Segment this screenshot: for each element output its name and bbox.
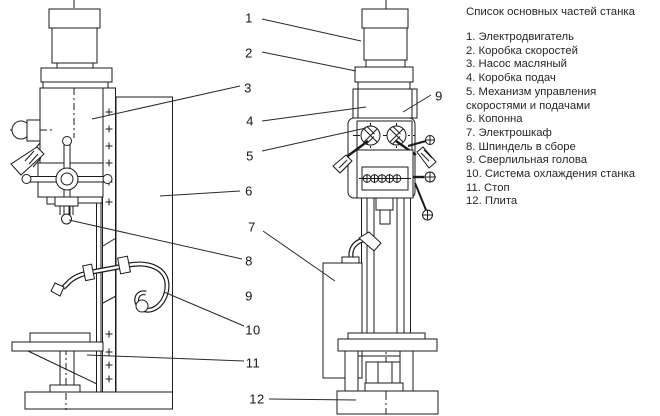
legend-item: 1. Электродвигатель [466, 31, 574, 43]
legend-item: 7. Электрошкаф [466, 126, 552, 139]
legend-item: 11. Стоп [466, 181, 510, 194]
legend-item: 8. Шпиндель в сборе [466, 140, 576, 153]
callout-7: 7 [248, 219, 256, 235]
control-panel [357, 150, 413, 198]
callout-3: 3 [244, 80, 252, 96]
legend-item: 9. Сверлильная голова [466, 154, 587, 167]
callout-2: 2 [245, 45, 253, 61]
callout-1: 1 [245, 10, 253, 26]
callout-12: 12 [249, 391, 265, 407]
legend-item: 2. Коробка скоростей [466, 44, 578, 57]
legend-title: Список основных частей станка [466, 6, 636, 18]
parts-legend [466, 5, 658, 209]
callout-9: 9 [245, 288, 253, 304]
legend-item: 3. Насос масляный [466, 58, 567, 71]
legend-item: 5. Механизм управления скоростями и подачами [466, 85, 597, 112]
callout-5: 5 [246, 148, 254, 164]
legend-item: 6. Копонна [466, 113, 523, 126]
callout-11: 11 [245, 355, 261, 371]
callout-9-head: 9 [435, 88, 443, 104]
right-view-front [323, 0, 438, 414]
callout-8: 8 [245, 253, 253, 269]
pedestal [345, 351, 413, 391]
left-view-side [10, 0, 173, 410]
legend-items [466, 31, 658, 209]
callout-10: 10 [245, 322, 261, 338]
callout-4: 4 [246, 113, 254, 129]
legend-item: 4. Коробка подач [466, 72, 556, 85]
legend-item: 10. Система охлаждения станка [466, 168, 636, 181]
callout-6: 6 [245, 183, 253, 199]
legend-item: 12. Плита [466, 195, 518, 208]
feed-handle [413, 172, 436, 221]
